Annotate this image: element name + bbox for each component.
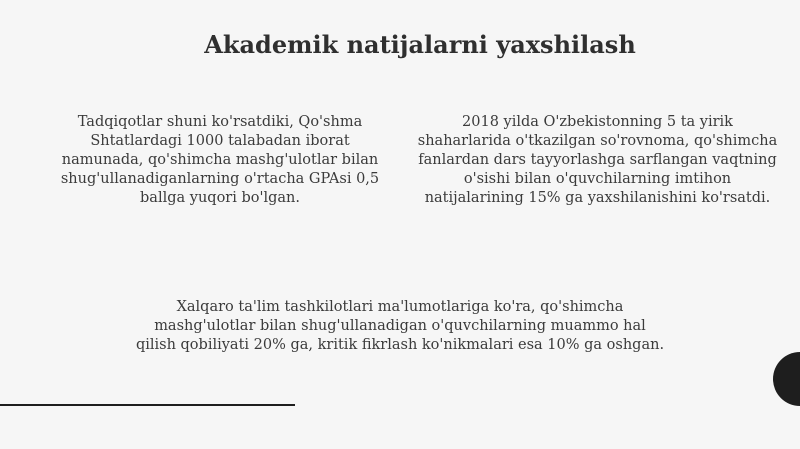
text-block-uzbekistan-survey: 2018 yilda O'zbekistonning 5 ta yirik shaharlarida o'tkazilgan so'rovnoma, qo'shimcha fanlardan dars tayyorlashga sarflangan vaqtning o'sishi bilan o'quvchilarning imtihon natijalarining 15% ga yaxshilanishini ko'rsatdi. [417, 114, 778, 206]
slide-title: Akademik natijalarni yaxshilash [204, 30, 636, 59]
text-block-gpa-study: Tadqiqotlar shuni ko'rsatdiki, Qo'shma Shtatlardagi 1000 talabadan iborat namunada, qo'shimcha mashg'ulotlar bilan shug'ullanadiganlarning o'rtacha GPAsi 0,5 ballga yuqori bo'lgan. [60, 114, 380, 206]
decorative-corner-circle [773, 352, 800, 406]
text-block-international-data: Xalqaro ta'lim tashkilotlari ma'lumotlariga ko'ra, qo'shimcha mashg'ulotlar bilan shug'ullanadigan o'quvchilarning muammo hal qilish qobiliyati 20% ga, kritik fikrlash ko'nikmalari esa 10% ga oshgan. [135, 299, 665, 353]
decorative-divider-line [0, 404, 295, 406]
